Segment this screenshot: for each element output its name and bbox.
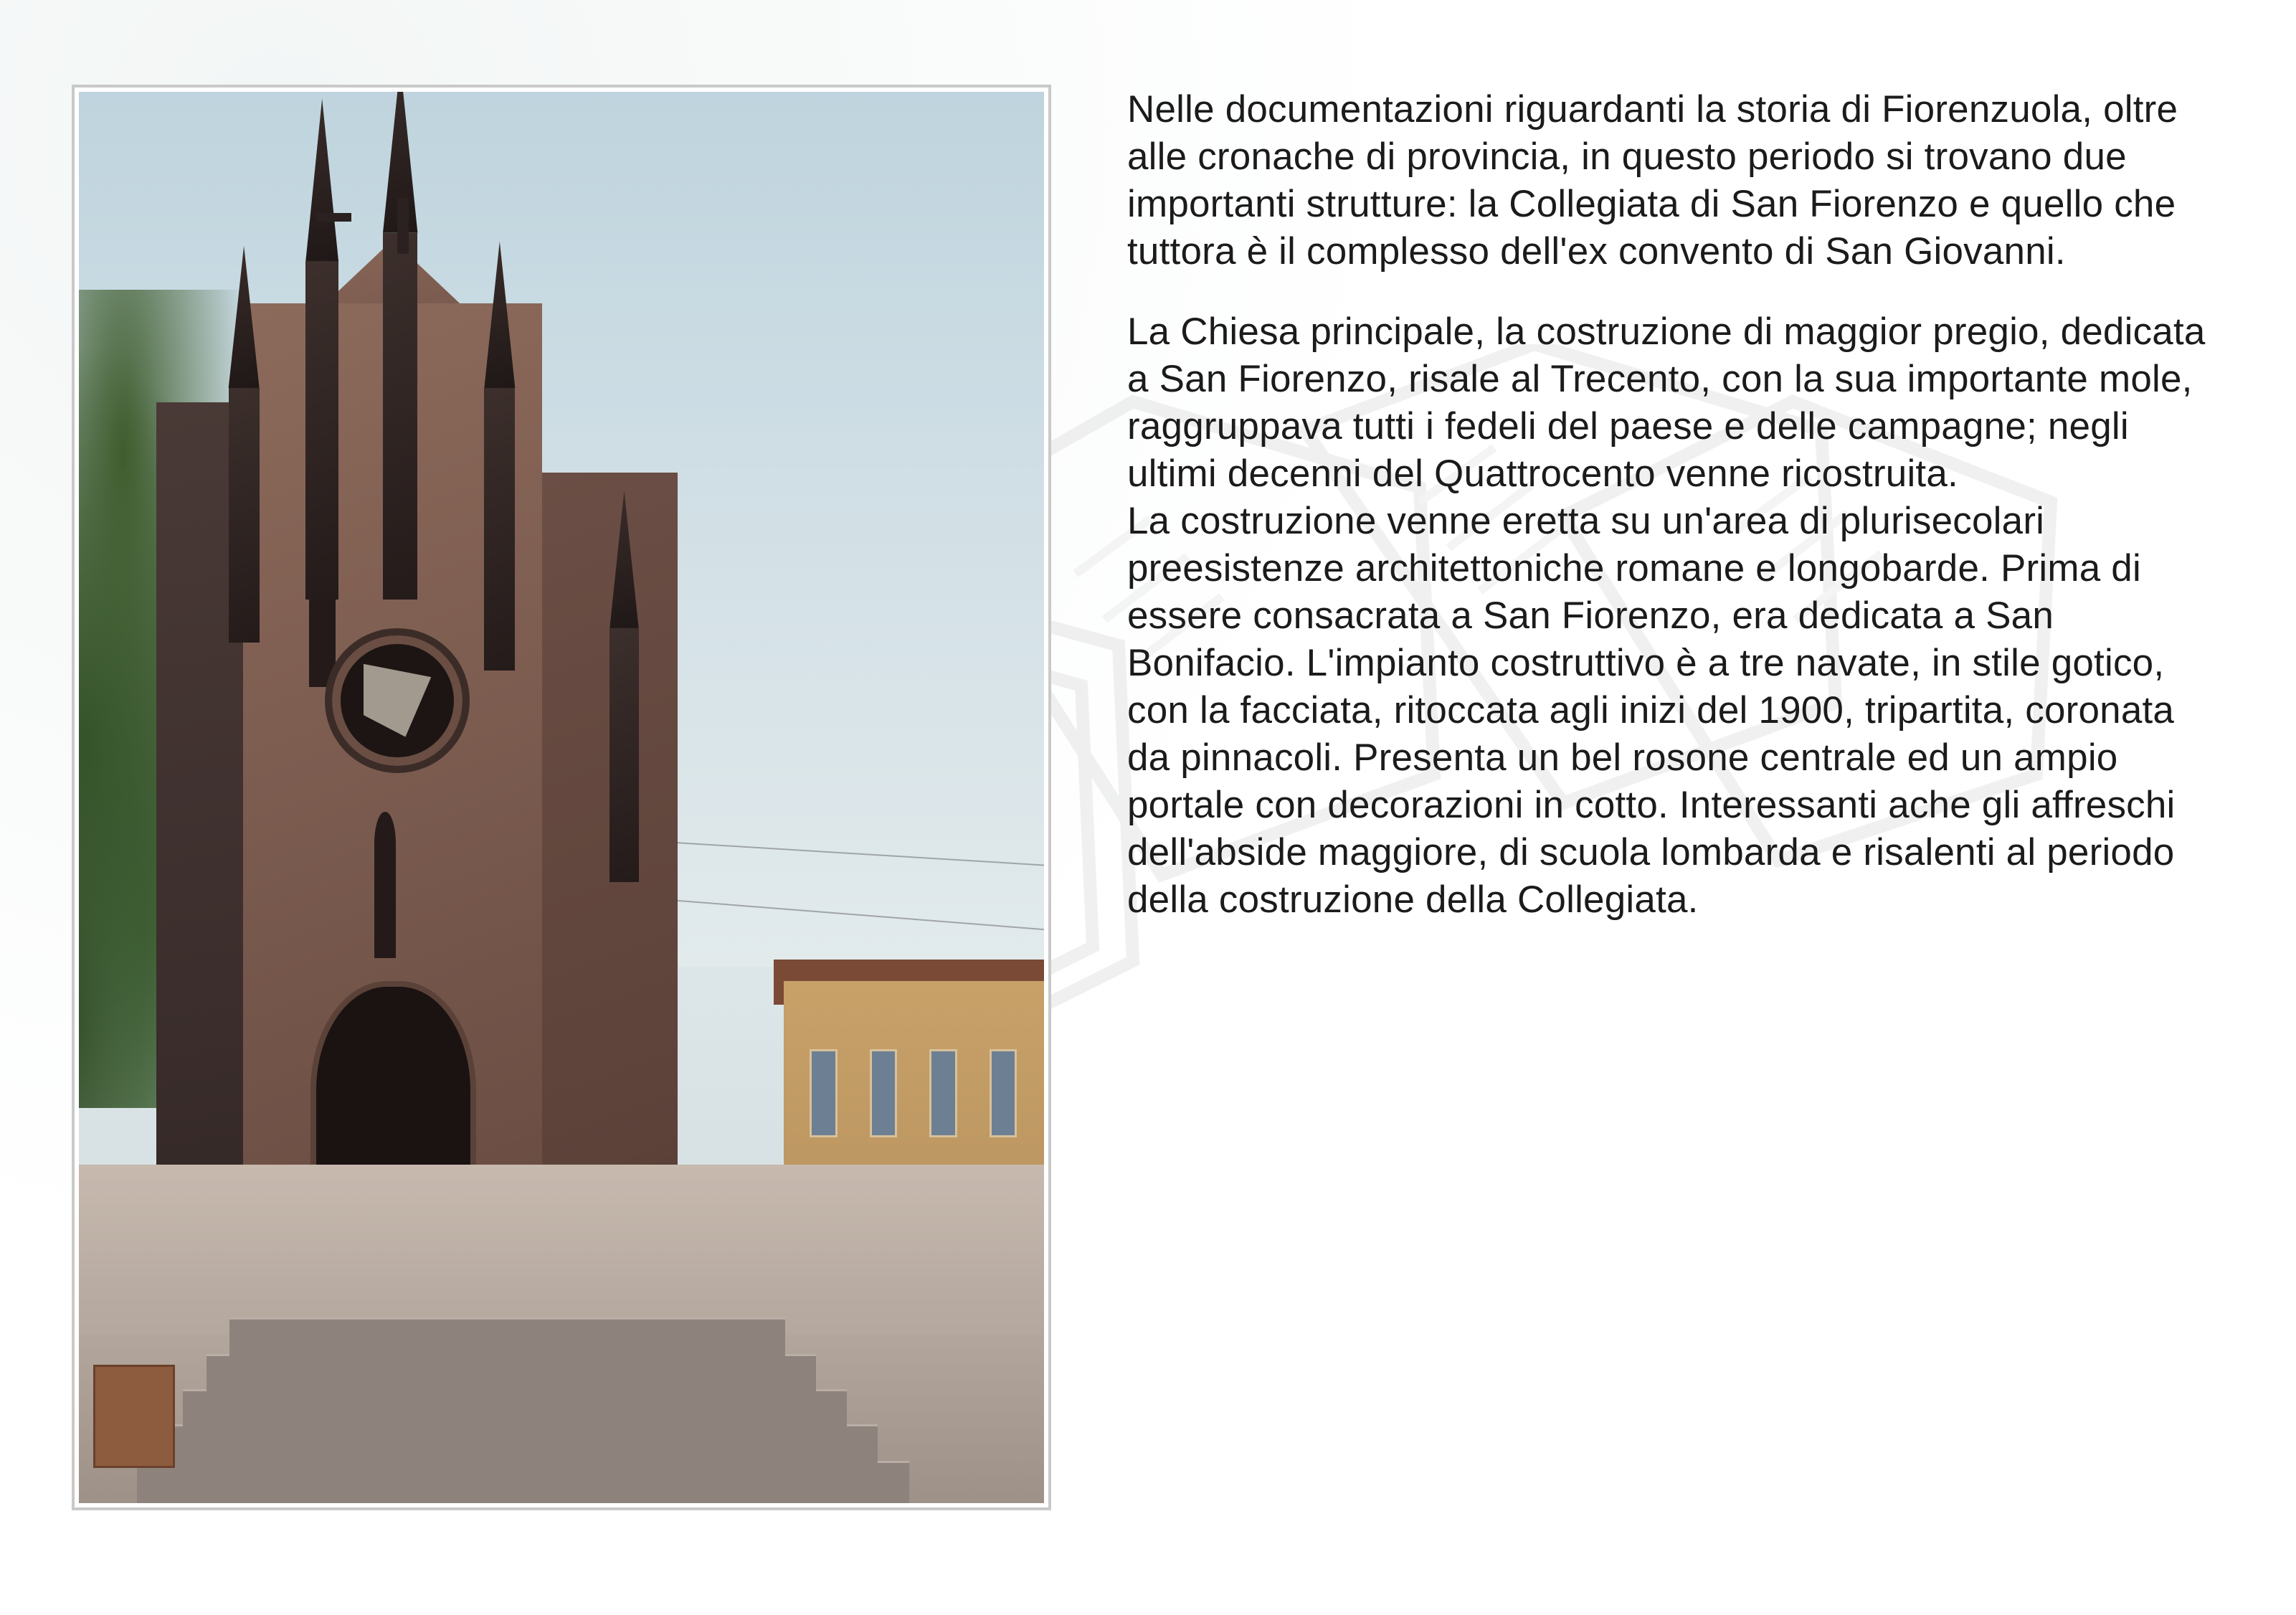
pinnacle xyxy=(229,388,260,642)
lancet-window xyxy=(374,812,395,959)
paragraph-3: La costruzione venne eretta su un'area di plurisecolari preesistenze architettoniche romane e longobarde. Prima di essere consacrata a San Fiorenzo, era dedicata a San Bonifacio. L'impianto costruttivo è a tre navate, in stile gotico, con la facciata, ritoccata agli inizi del 1900, tripartita, coronata da pinnacoli. Presenta un bel rosone centrale ed un ampio portale con decorazioni in cotto. Interessanti ache gli affreschi dell'abside maggiore, di scuola lombarda e risalenti al periodo della costruzione della Collegiata. xyxy=(1127,499,2176,921)
church-steps xyxy=(137,1320,909,1503)
pinnacle xyxy=(383,233,417,600)
weathervane xyxy=(316,213,351,222)
pinnacle xyxy=(305,261,338,600)
rose-window-tracery xyxy=(364,664,431,737)
church-photograph xyxy=(79,92,1044,1503)
paragraph-2: La Chiesa principale, la costruzione di maggior pregio, dedicata a San Fiorenzo, risale al Trecento, con la sua importante mole, raggruppava tutti i fedeli del paese e delle campagne; negli ultimi decenni del Quattrocento venne ricostruita. xyxy=(1127,310,2206,495)
cross-finial xyxy=(397,198,409,255)
building-window xyxy=(810,1049,838,1137)
building-window xyxy=(870,1049,898,1137)
building-window xyxy=(990,1049,1017,1137)
photo-frame xyxy=(72,85,1051,1510)
rose-window xyxy=(325,628,470,773)
article-text-column xyxy=(1127,86,2217,957)
pinnacle xyxy=(609,628,638,882)
pinnacle xyxy=(484,388,515,671)
building-window xyxy=(929,1049,957,1137)
paragraph-1: Nelle documentazioni riguardanti la storia di Fiorenzuola, oltre alle cronache di provincia, in questo periodo si trovano due importanti strutture: la Collegiata di San Fiorenzo e quello che tuttora è il complesso dell'ex convento di San Giovanni. xyxy=(1127,88,2178,273)
foreground-panel xyxy=(93,1365,175,1468)
